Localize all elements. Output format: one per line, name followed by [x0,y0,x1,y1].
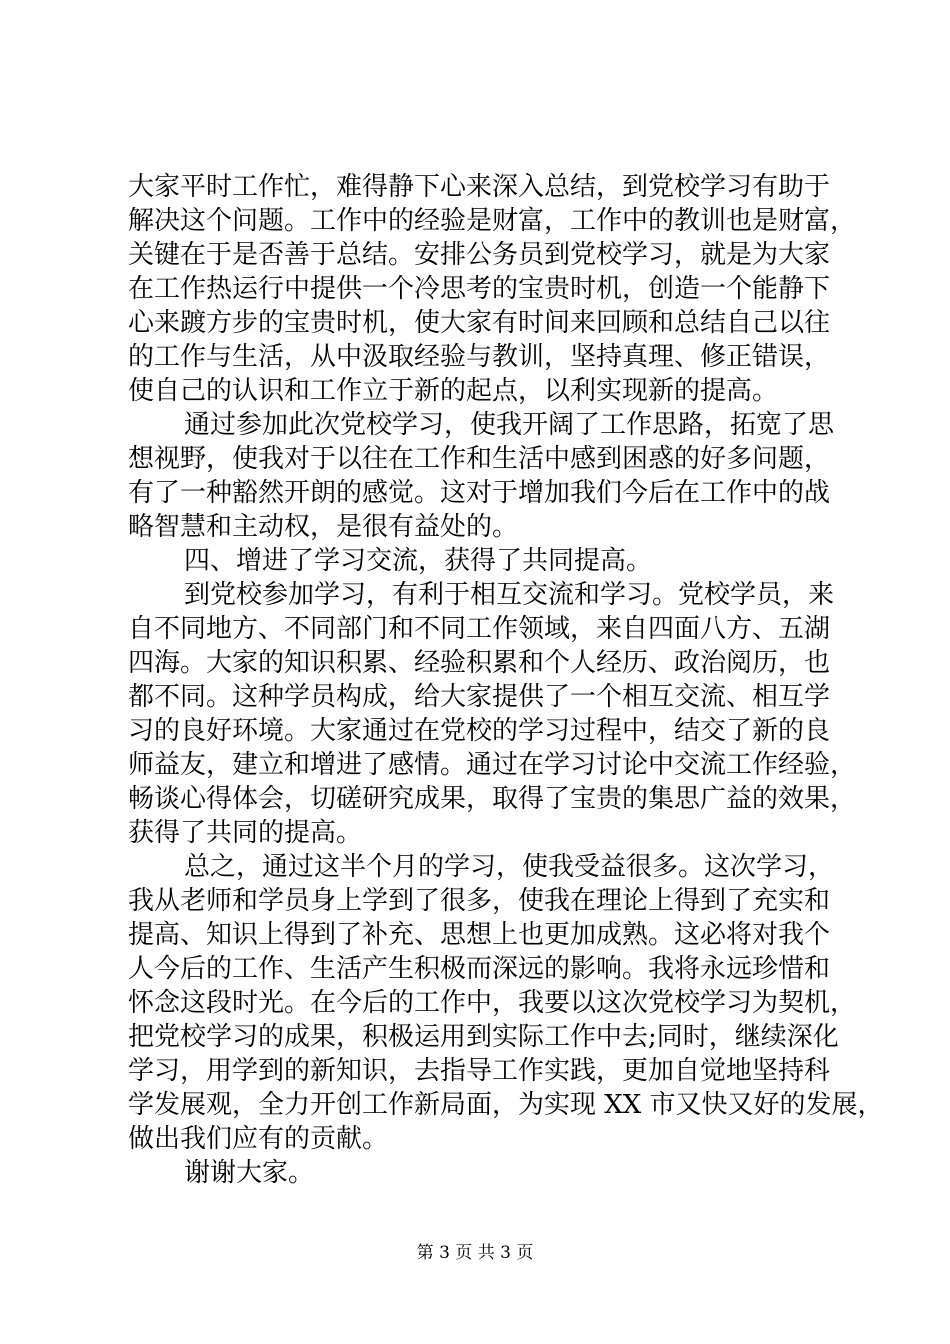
text-line: 四海。大家的知识积累、经验积累和个人经历、政治阅历，也 [128,648,831,678]
text-line: 谢谢大家。 [184,1158,315,1188]
paragraph [128,170,857,408]
body-text [128,170,884,1190]
text-line: 提高、知识上得到了补充、思想上也更加成熟。这必将对我个 [128,920,831,950]
paragraph [128,850,884,1156]
text-line: 自不同地方、不同部门和不同工作领域，来自四面八方、五湖 [128,614,831,644]
text-line: 获得了共同的提高。 [128,818,363,848]
text-line: 的工作与生活，从中汲取经验与教训，坚持真理、修正错误， [128,342,831,372]
paragraph [128,1156,828,1190]
text-line: 略智慧和主动权，是很有益处的。 [128,512,519,542]
text-line: 大家平时工作忙，难得静下心来深入总结，到党校学习有助于 [128,172,831,202]
text-line: 到党校参加学习，有利于相互交流和学习。党校学员，来 [184,580,835,610]
text-line: 总之，通过这半个月的学习，使我受益很多。这次学习， [184,852,835,882]
text-line: 关键在于是否善于总结。安排公务员到党校学习，就是为大家 [128,240,831,270]
text-line: 在工作热运行中提供一个冷思考的宝贵时机，创造一个能静下 [128,274,831,304]
text-line: 畅谈心得体会，切磋研究成果，取得了宝贵的集思广益的效果， [128,784,857,814]
text-line: 都不同。这种学员构成，给大家提供了一个相互交流、相互学 [128,682,831,712]
text-line: 我从老师和学员身上学到了很多，使我在理论上得到了充实和 [128,886,831,916]
paragraph [128,544,828,578]
text-line: 怀念这段时光。在今后的工作中，我要以这次党校学习为契机， [128,988,857,1018]
text-line: 四、增进了学习交流，获得了共同提高。 [184,546,653,576]
text-line: 使自己的认识和工作立于新的起点，以利实现新的提高。 [128,376,779,406]
text-line: 人今后的工作、生活产生积极而深远的影响。我将永远珍惜和 [128,954,831,984]
text-line: 学习，用学到的新知识，去指导工作实践，更加自觉地坚持科 [128,1056,831,1086]
text-line: 心来踱方步的宝贵时机，使大家有时间来回顾和总结自己以往 [128,308,831,338]
text-line: 把党校学习的成果，积极运用到实际工作中去;同时，继续深化 [128,1022,839,1052]
paragraph [128,408,835,544]
text-line: 做出我们应有的贡献。 [128,1124,389,1154]
paragraph [128,578,857,850]
text-line: 师益友，建立和增进了感情。通过在学习讨论中交流工作经验， [128,750,857,780]
text-line: 有了一种豁然开朗的感觉。这对于增加我们今后在工作中的战 [128,478,831,508]
text-line: 想视野，使我对于以往在工作和生活中感到困惑的好多问题， [128,444,831,474]
text-line: 学发展观，全力开创工作新局面，为实现 XX 市又快又好的发展， [128,1090,884,1120]
text-line: 通过参加此次党校学习，使我开阔了工作思路，拓宽了思 [184,410,835,440]
text-line: 解决这个问题。工作中的经验是财富，工作中的教训也是财富， [128,206,857,236]
page-footer: 第 3 页 共 3 页 [416,1243,534,1263]
text-line: 习的良好环境。大家通过在党校的学习过程中，结交了新的良 [128,716,831,746]
